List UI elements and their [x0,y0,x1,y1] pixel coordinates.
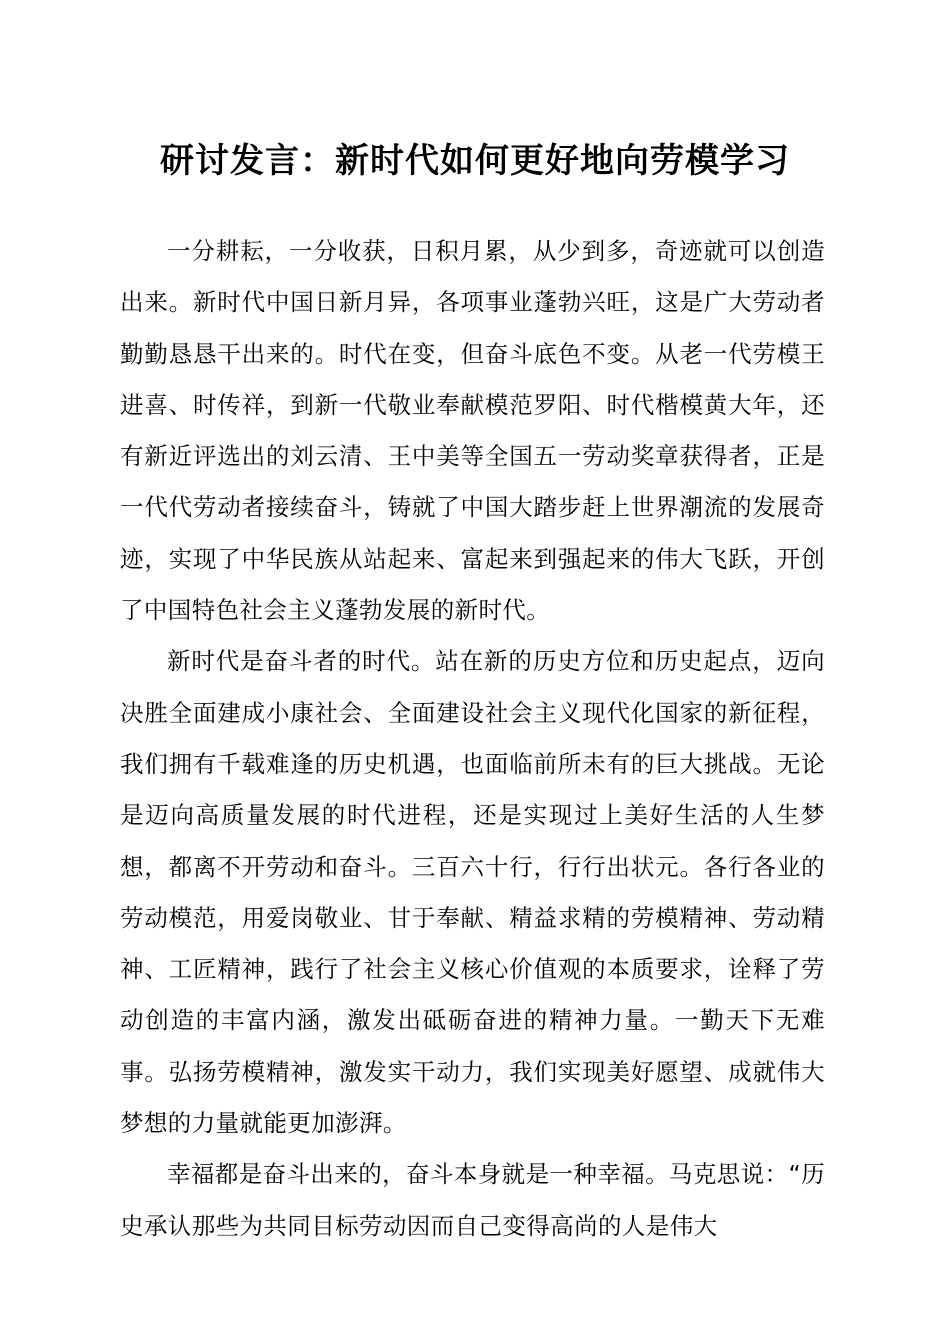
paragraph-1: 一分耕耘，一分收获，日积月累，从少到多，奇迹就可以创造出来。新时代中国日新月异，各项事业蓬勃兴旺，这是广大劳动者勤勤恳恳干出来的。时代在变，但奋斗底色不变。从老一代劳模王进喜、时传祥，到新一代敬业奉献模范罗阳、时代楷模黄大年，还有新近评选出的刘云清、王中美等全国五一劳动奖章获得者，正是一代代劳动者接续奋斗，铸就了中国大踏步赶上世界潮流的发展奇迹，实现了中华民族从站起来、富起来到强起来的伟大飞跃，开创了中国特色社会主义蓬勃发展的新时代。 [120,237,825,625]
document-body [120,226,825,1252]
paragraph-3: 幸福都是奋斗出来的，奋斗本身就是一种幸福。马克思说：“历史承认那些为共同目标劳动因而自己变得高尚的人是伟大 [120,1160,825,1240]
document-title: 研讨发言：新时代如何更好地向劳模学习 [160,141,790,181]
paragraph-2: 新时代是奋斗者的时代。站在新的历史方位和历史起点，迈向决胜全面建成小康社会、全面建设社会主义现代化国家的新征程，我们拥有千载难逢的历史机遇，也面临前所未有的巨大挑战。无论是迈向高质量发展的时代进程，还是实现过上美好生活的人生梦想，都离不开劳动和奋斗。三百六十行，行行出状元。各行各业的劳动模范，用爱岗敬业、甘于奉献、精益求精的劳模精神、劳动精神、工匠精神，践行了社会主义核心价值观的本质要求，诠释了劳动创造的丰富内涵，激发出砥砺奋进的精神力量。一勤天下无难事。弘扬劳模精神，激发实干动力，我们实现美好愿望、成就伟大梦想的力量就能更加澎湃。 [120,647,825,1138]
